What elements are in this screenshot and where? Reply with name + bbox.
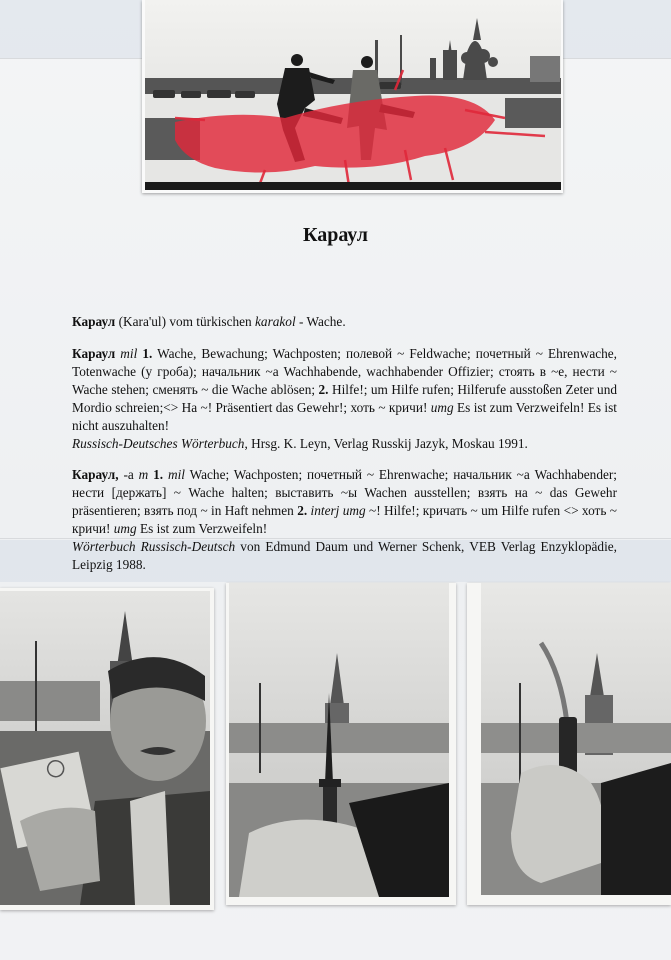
usage-label: interj umg — [307, 503, 366, 518]
definition-text: Wache; Wachposten; почетный ~ Ehrenwache; начальник ~а Wachhabender; нести [держать] ~ Wache halten; выставить ~ы Wachen ausstellen; взять на ~ das Gewehr präsentieren; взять под ~ in Haft nehmen — [72, 467, 617, 518]
definition-text: ~! Hilfe!; кричать ~ um Hilfe rufen <> хоть ~ кричи! — [72, 503, 617, 536]
grammar-label: mil — [115, 346, 143, 361]
usage-label: umg — [430, 400, 454, 415]
dictionary-entry-1 — [72, 345, 617, 453]
sense-number: 1. — [142, 346, 153, 361]
headword: Караул — [72, 346, 116, 361]
etymology-origin: karakol — [255, 314, 296, 329]
sense-number: 2. — [297, 503, 308, 518]
etymology-text: (Kara'ul) vom türkischen — [115, 314, 256, 329]
page-title: Караул — [302, 224, 369, 246]
definition-text: Wache, Bewachung; Wachposten; полевой ~ Feldwache; почетный ~ Ehrenwache, Totenwache (у гроба); начальник ~а Wachhabende, wachhabender Offizier; стоять в ~е, нести ~ Wache stehen; сменять ~ die Wache ablösen; — [72, 346, 618, 397]
definition-text: Es ist zum Verzweifeln! Es ist nicht auszuhalten! — [72, 400, 617, 433]
usage-label: umg — [113, 521, 137, 536]
grammar-label: -а — [118, 467, 139, 482]
definition-text: Hilfe!; um Hilfe rufen; Hilferufe ausstoßen Zeter und Mordio schreien;<> На ~! Präsentiert das Gewehr!; хоть ~ кричи! — [72, 382, 618, 415]
usage-label: mil — [163, 467, 185, 482]
headword: Караул, — [72, 467, 119, 482]
source-title: Wörterbuch Russisch-Deutsch — [72, 539, 236, 554]
etymology-line — [72, 313, 617, 331]
headword: Караул — [72, 314, 116, 329]
gender-label: m — [138, 467, 149, 482]
photo-folding-knife-tower — [467, 583, 671, 905]
source-details: , Hrsg. K. Leyn, Verlag Russkij Jazyk, Moskau 1991. — [244, 436, 528, 451]
top-photo — [142, 0, 563, 193]
dictionary-entry-2 — [72, 466, 617, 574]
photo-knife-tower — [226, 583, 456, 905]
sense-number: 1. — [148, 467, 164, 482]
sense-number: 2. — [318, 382, 329, 397]
photo-man-passport — [0, 588, 214, 910]
definition-text: Es ist zum Verzweifeln! — [136, 521, 268, 536]
etymology-text: - Wache. — [295, 314, 346, 329]
source-details: von Edmund Daum und Werner Schenk, VEB Verlag Enzyklopädie, Leipzig 1988. — [72, 539, 617, 572]
source-title: Russisch-Deutsches Wörterbuch — [72, 436, 245, 451]
